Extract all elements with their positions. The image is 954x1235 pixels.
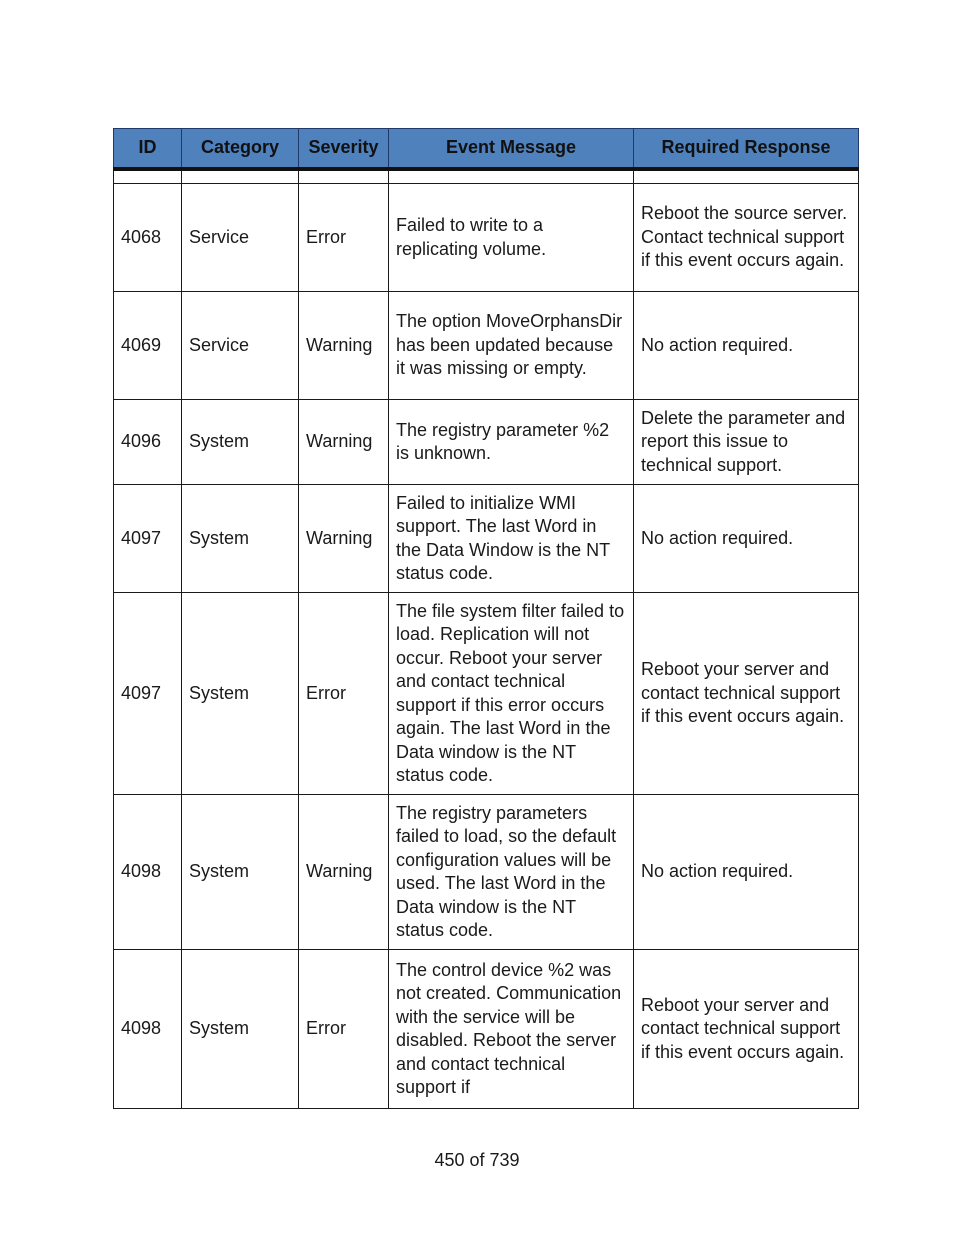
- event-message: Failed to initialize WMI support. The last Word in the Data Window is the NT status code.: [389, 485, 634, 593]
- event-message: The registry parameters failed to load, so the default configuration values will be used. The last Word in the Data window is the NT status code.: [389, 795, 634, 950]
- header-category: Category: [182, 129, 299, 170]
- table-row: [114, 184, 859, 292]
- table-body: [114, 169, 859, 1109]
- event-severity: Error: [299, 184, 389, 292]
- event-message: The control device %2 was not created. Communication with the service will be disabled. Reboot the server and contact technical support if: [389, 950, 634, 1109]
- event-id: 4098: [114, 950, 182, 1109]
- spacer-cell: [299, 169, 389, 184]
- event-message: The file system filter failed to load. Replication will not occur. Reboot your server and contact technical support if this error occurs again. The last Word in the Data window is the NT status code.: [389, 593, 634, 795]
- spacer-cell: [389, 169, 634, 184]
- event-id: 4097: [114, 593, 182, 795]
- event-response: Reboot the source server. Contact technical support if this event occurs again.: [634, 184, 859, 292]
- table-row: [114, 795, 859, 950]
- event-category: System: [182, 795, 299, 950]
- event-message: The registry parameter %2 is unknown.: [389, 400, 634, 485]
- event-category: System: [182, 593, 299, 795]
- page-number: 450 of 739: [434, 1150, 520, 1170]
- header-row: [114, 129, 859, 170]
- event-message: The option MoveOrphansDir has been updated because it was missing or empty.: [389, 292, 634, 400]
- event-response: No action required.: [634, 795, 859, 950]
- event-severity: Warning: [299, 292, 389, 400]
- table-row: [114, 593, 859, 795]
- event-response: Reboot your server and contact technical support if this event occurs again.: [634, 950, 859, 1109]
- event-severity: Error: [299, 950, 389, 1109]
- event-table: [113, 128, 859, 1109]
- event-severity: Warning: [299, 795, 389, 950]
- event-category: System: [182, 485, 299, 593]
- event-message: Failed to write to a replicating volume.: [389, 184, 634, 292]
- event-category: Service: [182, 184, 299, 292]
- spacer-cell: [182, 169, 299, 184]
- header-severity: Severity: [299, 129, 389, 170]
- event-id: 4069: [114, 292, 182, 400]
- event-severity: Warning: [299, 400, 389, 485]
- event-response: Reboot your server and contact technical support if this event occurs again.: [634, 593, 859, 795]
- event-id: 4068: [114, 184, 182, 292]
- event-response: No action required.: [634, 292, 859, 400]
- spacer-cell: [634, 169, 859, 184]
- event-severity: Warning: [299, 485, 389, 593]
- table-header: [114, 129, 859, 170]
- event-response: Delete the parameter and report this issue to technical support.: [634, 400, 859, 485]
- event-id: 4096: [114, 400, 182, 485]
- header-id: ID: [114, 129, 182, 170]
- spacer-cell: [114, 169, 182, 184]
- event-id: 4098: [114, 795, 182, 950]
- table-row: [114, 400, 859, 485]
- table-row: [114, 485, 859, 593]
- table-row: [114, 950, 859, 1109]
- header-event-message: Event Message: [389, 129, 634, 170]
- event-severity: Error: [299, 593, 389, 795]
- event-response: No action required.: [634, 485, 859, 593]
- table-row: [114, 292, 859, 400]
- event-id: 4097: [114, 485, 182, 593]
- header-spacer-row: [114, 169, 859, 184]
- event-category: Service: [182, 292, 299, 400]
- event-category: System: [182, 400, 299, 485]
- header-required-response: Required Response: [634, 129, 859, 170]
- event-category: System: [182, 950, 299, 1109]
